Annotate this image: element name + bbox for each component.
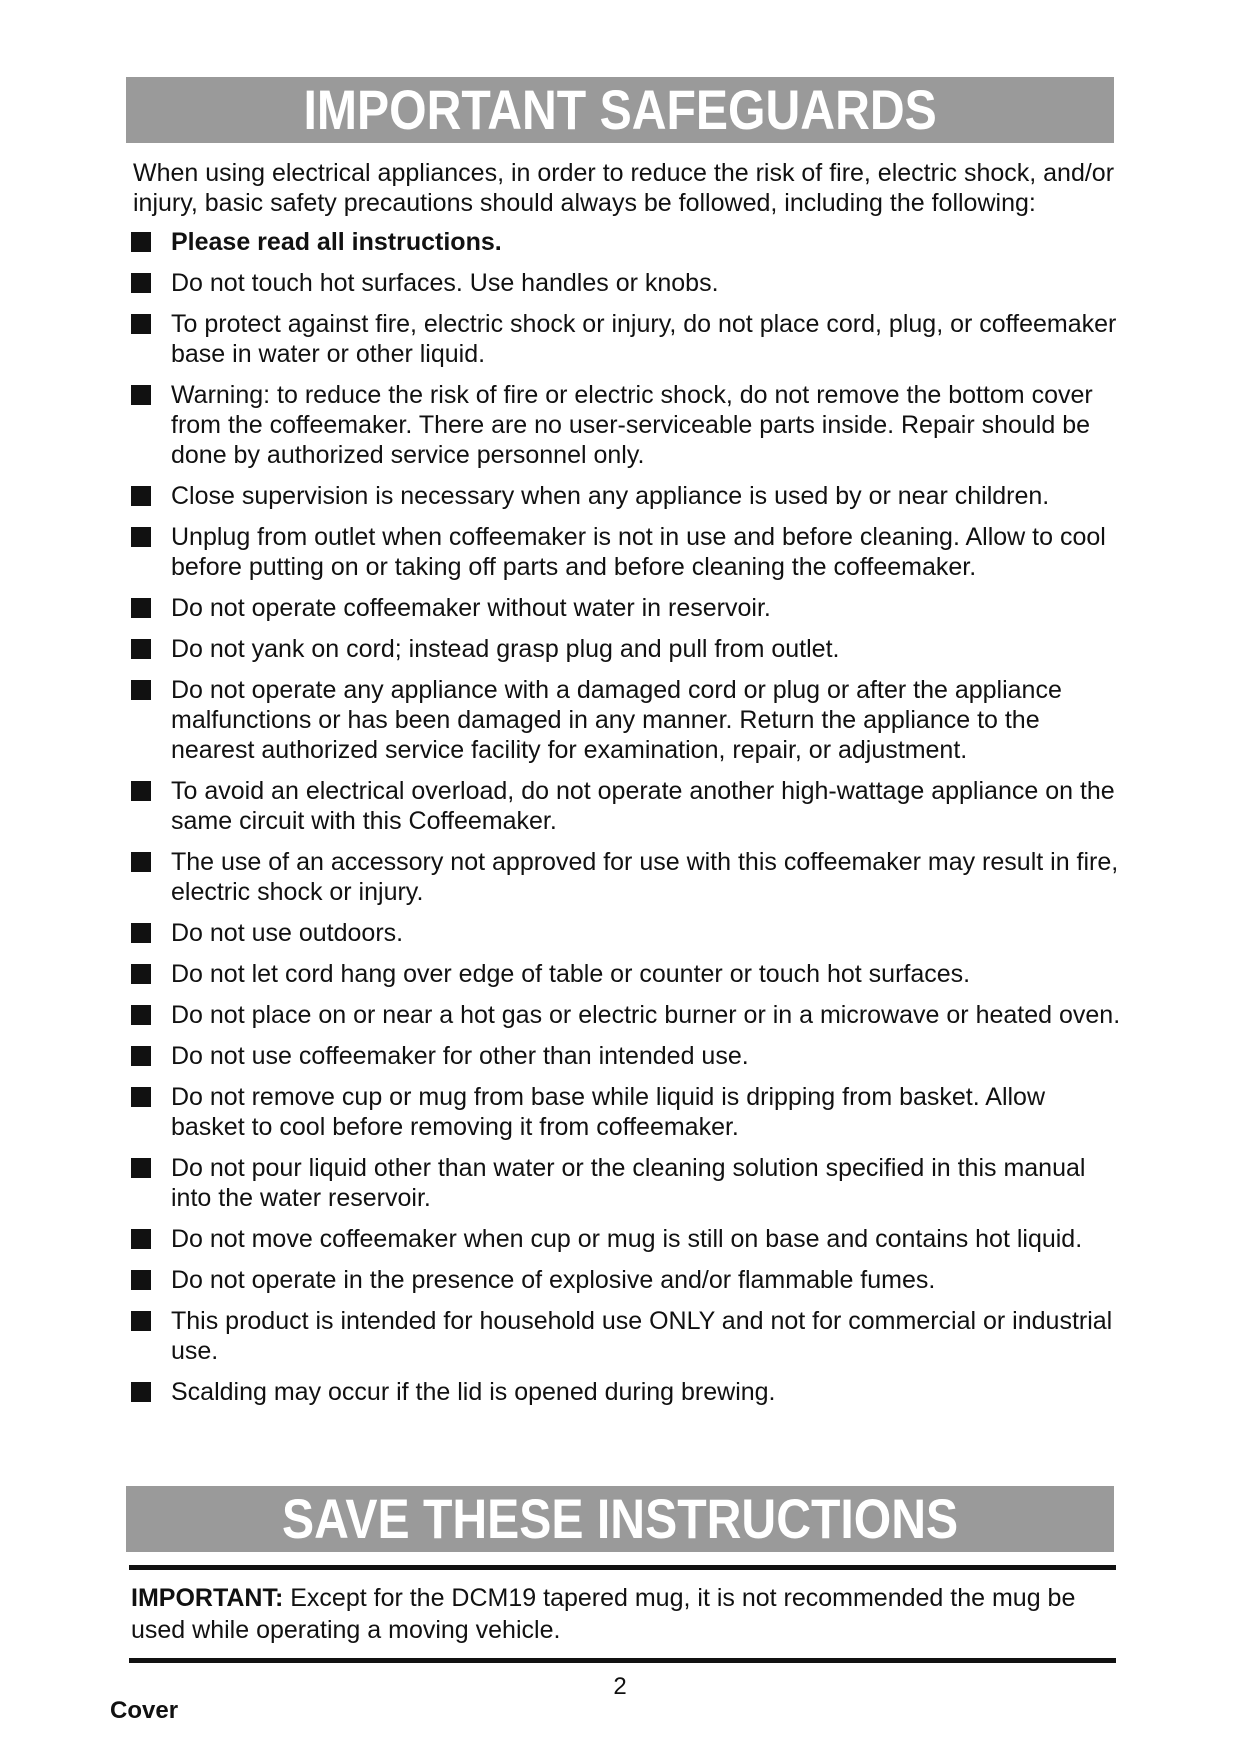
page-title-banner bbox=[126, 77, 1114, 143]
safeguard-text: Please read all instructions. bbox=[171, 228, 502, 256]
square-bullet-icon bbox=[131, 1229, 151, 1249]
page-number: 2 bbox=[613, 1673, 627, 1700]
safeguard-item bbox=[131, 847, 1121, 907]
page-title: IMPORTANT SAFEGUARDS bbox=[303, 78, 937, 141]
safeguard-text: Do not touch hot surfaces. Use handles or knobs. bbox=[171, 269, 719, 297]
safeguard-text: Do not let cord hang over edge of table or counter or touch hot surfaces. bbox=[171, 960, 971, 988]
safeguard-text: Do not remove cup or mug from base while liquid is dripping from basket. Allow basket to cool before removing it from coffeemaker. bbox=[171, 1083, 1046, 1141]
safeguard-item bbox=[131, 380, 1121, 470]
safeguard-text: To avoid an electrical overload, do not operate another high-wattage appliance on the same circuit with this Coffeemaker. bbox=[171, 777, 1115, 835]
safeguard-item bbox=[131, 634, 1121, 664]
safeguard-item bbox=[131, 1153, 1121, 1213]
safeguard-item bbox=[131, 522, 1121, 582]
divider-top bbox=[129, 1565, 1116, 1570]
safeguard-text: Do not use outdoors. bbox=[171, 919, 404, 947]
safeguard-text: Do not pour liquid other than water or the cleaning solution specified in this manual into the water reservoir. bbox=[171, 1154, 1086, 1212]
safeguard-text: Do not use coffeemaker for other than intended use. bbox=[171, 1042, 749, 1070]
square-bullet-icon bbox=[131, 1382, 151, 1402]
safeguard-text: Do not operate in the presence of explosive and/or flammable fumes. bbox=[171, 1266, 936, 1294]
safeguard-item bbox=[131, 593, 1121, 623]
square-bullet-icon bbox=[131, 314, 151, 334]
important-note-label: IMPORTANT: bbox=[131, 1584, 284, 1612]
safeguard-item bbox=[131, 481, 1121, 511]
important-note bbox=[131, 1582, 1121, 1646]
safeguard-list bbox=[131, 227, 1121, 1418]
square-bullet-icon bbox=[131, 385, 151, 405]
square-bullet-icon bbox=[131, 1046, 151, 1066]
square-bullet-icon bbox=[131, 598, 151, 618]
safeguard-text: This product is intended for household use ONLY and not for commercial or industrial use. bbox=[171, 1307, 1113, 1365]
square-bullet-icon bbox=[131, 273, 151, 293]
safeguard-text: Do not operate any appliance with a damaged cord or plug or after the appliance malfunctions or has been damaged in any manner. Return the appliance to the nearest authorized service facility for examination, repair, or adjustment. bbox=[171, 676, 1062, 764]
square-bullet-icon bbox=[131, 923, 151, 943]
safeguard-text: Close supervision is necessary when any appliance is used by or near children. bbox=[171, 482, 1050, 510]
divider-bottom bbox=[129, 1658, 1116, 1663]
square-bullet-icon bbox=[131, 639, 151, 659]
square-bullet-icon bbox=[131, 781, 151, 801]
square-bullet-icon bbox=[131, 232, 151, 252]
safeguard-text: Do not yank on cord; instead grasp plug and pull from outlet. bbox=[171, 635, 840, 663]
safeguard-item bbox=[131, 1265, 1121, 1295]
square-bullet-icon bbox=[131, 1311, 151, 1331]
safeguard-item bbox=[131, 918, 1121, 948]
safeguard-item bbox=[131, 1041, 1121, 1071]
safeguard-text: Warning: to reduce the risk of fire or electric shock, do not remove the bottom cover from the coffeemaker. There are no user-serviceable parts inside. Repair should be done by authorized service personnel only. bbox=[171, 381, 1093, 469]
footer-label: Cover bbox=[110, 1697, 179, 1724]
square-bullet-icon bbox=[131, 852, 151, 872]
safeguard-item bbox=[131, 309, 1121, 369]
safeguard-item bbox=[131, 1000, 1121, 1030]
safeguard-text: Do not place on or near a hot gas or electric burner or in a microwave or heated oven. bbox=[171, 1001, 1121, 1029]
safeguard-text: To protect against fire, electric shock or injury, do not place cord, plug, or coffeemaker base in water or other liquid. bbox=[171, 310, 1117, 368]
safeguard-item bbox=[131, 1224, 1121, 1254]
safeguard-text: Scalding may occur if the lid is opened during brewing. bbox=[171, 1378, 776, 1406]
square-bullet-icon bbox=[131, 527, 151, 547]
safeguard-item bbox=[131, 959, 1121, 989]
safeguard-text: Do not operate coffeemaker without water in reservoir. bbox=[171, 594, 771, 622]
safeguard-item bbox=[131, 227, 1121, 257]
square-bullet-icon bbox=[131, 1270, 151, 1290]
square-bullet-icon bbox=[131, 680, 151, 700]
save-instructions-banner bbox=[126, 1486, 1114, 1552]
safeguard-text: Do not move coffeemaker when cup or mug is still on base and contains hot liquid. bbox=[171, 1225, 1083, 1253]
square-bullet-icon bbox=[131, 964, 151, 984]
safeguard-item bbox=[131, 675, 1121, 765]
square-bullet-icon bbox=[131, 1005, 151, 1025]
safeguard-item bbox=[131, 268, 1121, 298]
square-bullet-icon bbox=[131, 1158, 151, 1178]
safeguard-item bbox=[131, 776, 1121, 836]
safeguard-item bbox=[131, 1082, 1121, 1142]
square-bullet-icon bbox=[131, 1087, 151, 1107]
save-instructions-title: SAVE THESE INSTRUCTIONS bbox=[281, 1487, 959, 1550]
safeguard-text: Unplug from outlet when coffeemaker is not in use and before cleaning. Allow to cool before putting on or taking off parts and before cleaning the coffeemaker. bbox=[171, 523, 1106, 581]
safeguard-item bbox=[131, 1306, 1121, 1366]
safeguard-text: The use of an accessory not approved for use with this coffeemaker may result in fire, electric shock or injury. bbox=[171, 848, 1119, 906]
intro-paragraph: When using electrical appliances, in order to reduce the risk of fire, electric shock, and/or injury, basic safety precautions should always be followed, including the following: bbox=[133, 159, 1115, 217]
important-note-text: Except for the DCM19 tapered mug, it is not recommended the mug be used while operating a moving vehicle. bbox=[131, 1584, 1076, 1644]
safeguard-item bbox=[131, 1377, 1121, 1407]
square-bullet-icon bbox=[131, 486, 151, 506]
